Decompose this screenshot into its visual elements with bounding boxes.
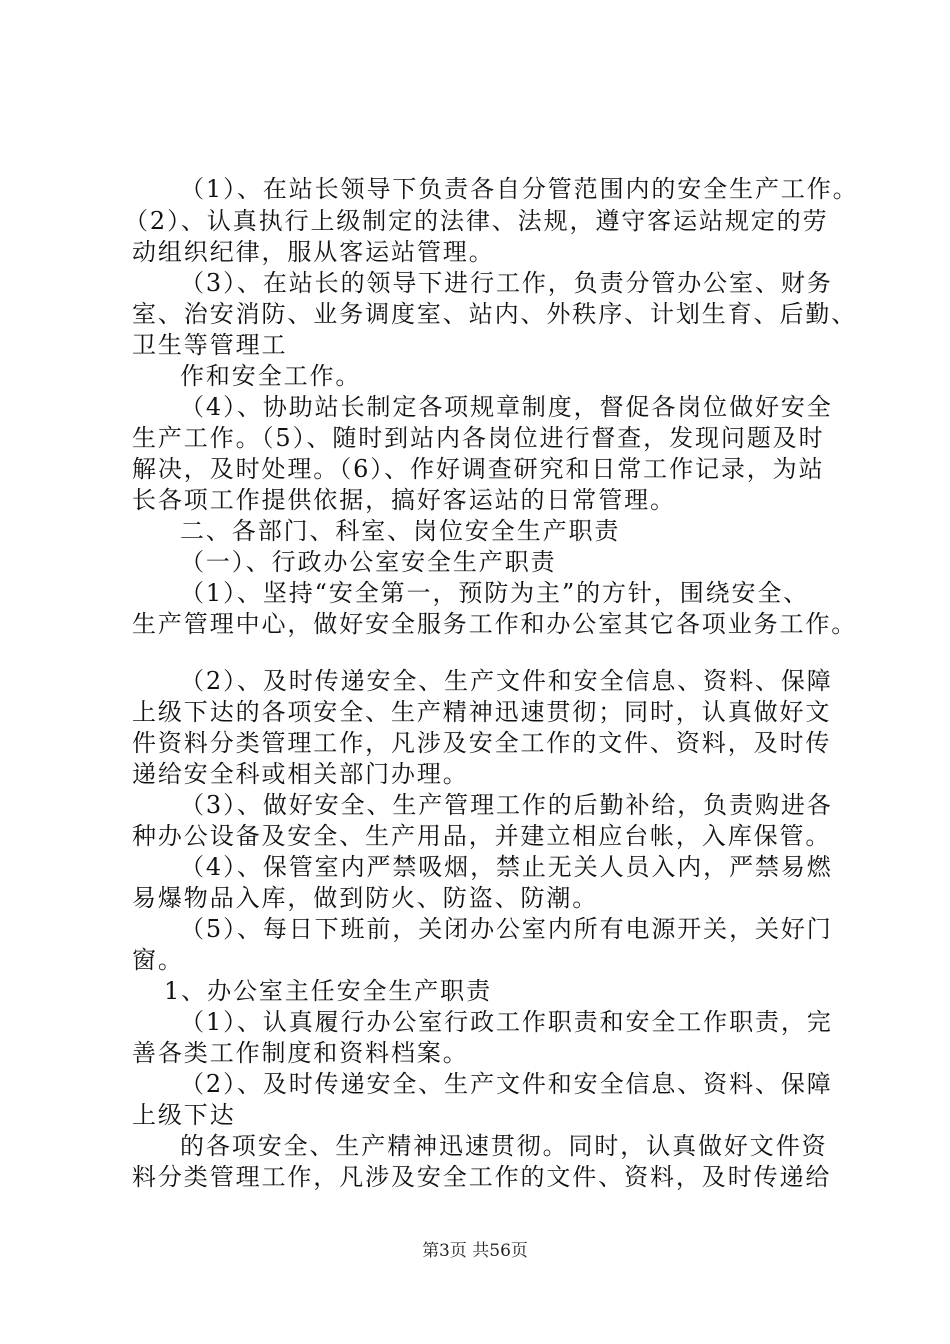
text-line: 上级下达的各项安全、生产精神迅速贯彻；同时，认真做好文: [132, 698, 832, 726]
text-line: （1）、认真履行办公室行政工作职责和安全工作职责，完: [180, 1008, 833, 1036]
text-line: 生产工作。（5）、随时到站内各岗位进行督查，发现问题及时: [132, 424, 825, 452]
text-line: （3）、在站长的领导下进行工作，负责分管办公室、财务: [180, 269, 833, 297]
text-line: 生产管理中心，做好安全服务工作和办公室其它各项业务工作。: [132, 610, 858, 638]
text-line: 室、治安消防、业务调度室、站内、外秩序、计划生育、后勤、: [132, 300, 858, 328]
text-line: 料分类管理工作，凡涉及安全工作的文件、资料，及时传递给: [132, 1163, 832, 1191]
text-line: 动组织纪律，服从客运站管理。: [132, 238, 495, 266]
text-line: （4）、协助站长制定各项规章制度，督促各岗位做好安全: [180, 393, 833, 421]
text-line: （5）、每日下班前，关闭办公室内所有电源开关，关好门: [180, 915, 833, 943]
text-line: 易爆物品入库，做到防火、防盗、防潮。: [132, 884, 599, 912]
text-line: 递给安全科或相关部门办理。: [132, 760, 469, 788]
text-line: （1）、坚持“安全第一，预防为主”的方针，围绕安全、: [180, 579, 810, 607]
text-line: 长各项工作提供依据，搞好客运站的日常管理。: [132, 486, 676, 514]
text-line: 解决，及时处理。（6）、作好调查研究和日常工作记录，为站: [132, 455, 825, 483]
subsection-heading: （一）、行政办公室安全生产职责: [180, 548, 557, 576]
text-line: 的各项安全、生产精神迅速贯彻。同时，认真做好文件资: [180, 1132, 828, 1160]
text-line: 上级下达: [132, 1101, 236, 1129]
text-line: 善各类工作制度和资料档案。: [132, 1039, 469, 1067]
subsection-heading: 1、办公室主任安全生产职责: [164, 977, 492, 1005]
text-line: （1）、在站长领导下负责各自分管范围内的安全生产工作。: [180, 175, 859, 203]
text-line: 窗。: [132, 946, 184, 974]
text-line: （2）、认真执行上级制定的法律、法规，遵守客运站规定的劳: [124, 207, 829, 235]
text-line: 种办公设备及安全、生产用品，并建立相应台帐，入库保管。: [132, 822, 832, 850]
section-heading: 二、各部门、科室、岗位安全生产职责: [180, 517, 621, 545]
text-line: （3）、做好安全、生产管理工作的后勤补给，负责购进各: [180, 791, 833, 819]
text-line: （2）、及时传递安全、生产文件和安全信息、资料、保障: [180, 667, 833, 695]
text-line: （2）、及时传递安全、生产文件和安全信息、资料、保障: [180, 1070, 833, 1098]
text-line: 件资料分类管理工作，凡涉及安全工作的文件、资料，及时传: [132, 729, 832, 757]
text-line: 卫生等管理工: [132, 331, 288, 359]
page-number-footer: 第3页 共56页: [422, 1241, 528, 1261]
text-line: （4）、保管室内严禁吸烟，禁止无关人员入内，严禁易燃: [180, 853, 833, 881]
text-line: 作和安全工作。: [180, 362, 362, 390]
